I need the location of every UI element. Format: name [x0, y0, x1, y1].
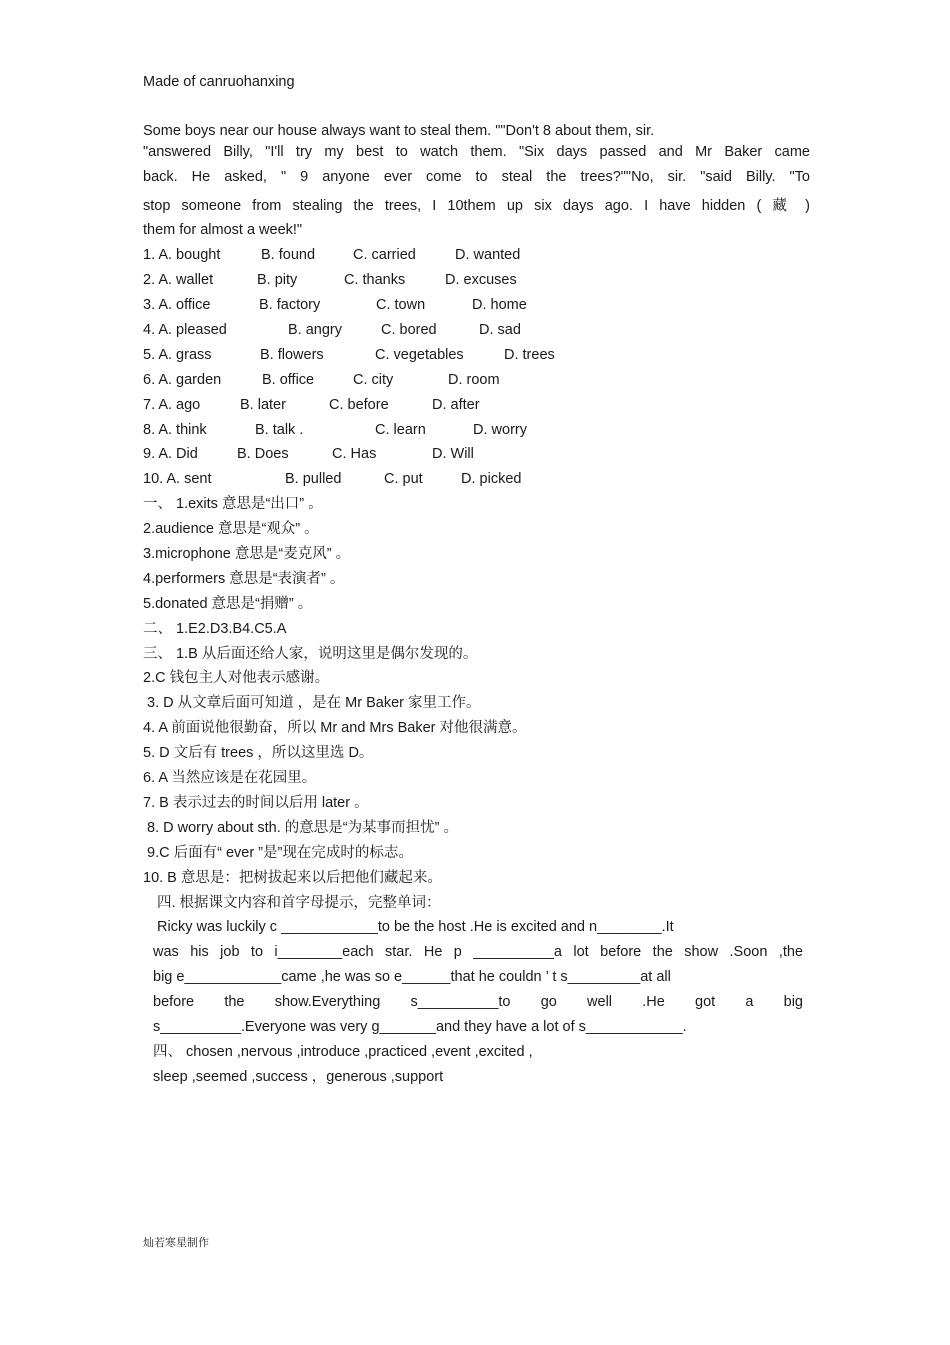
answer-line: 4. A 前面说他很勤奋，所以 Mr and Mrs Baker 对他很满意。: [143, 720, 527, 737]
option-row: [143, 467, 810, 492]
option-c: C. bored: [381, 322, 437, 339]
option-a: 2. A. wallet: [143, 272, 214, 289]
option-b: B. pity: [257, 272, 298, 289]
answer-line: 10. B 意思是：把树拔起来以后把他们藏起来。: [143, 869, 442, 886]
option-c: C. learn: [375, 421, 426, 438]
exercise-section: [143, 891, 810, 1040]
option-b: B. factory: [259, 297, 321, 314]
option-d: D. excuses: [445, 272, 517, 289]
option-a: 6. A. garden: [143, 371, 222, 388]
option-b: B. later: [240, 396, 286, 413]
answer-line: 2.audience 意思是“观众” 。: [143, 521, 319, 538]
option-b: B. talk .: [255, 421, 304, 438]
option-d: D. picked: [461, 471, 522, 488]
option-d: D. wanted: [455, 247, 521, 264]
document-footer: 灿若寒星制作: [143, 1236, 209, 1249]
answer-line: 9.C 后面有“ ever ”是”现在完成时的标志。: [147, 844, 413, 861]
answer-line: 二、 1.E2.D3.B4.C5.A: [143, 620, 287, 637]
option-a: 7. A. ago: [143, 396, 201, 413]
answer-line: 2.C 钱包主人对他表示感谢。: [143, 670, 330, 687]
word-bank: [143, 1040, 810, 1090]
option-b: B. Does: [237, 446, 289, 463]
option-a: 9. A. Did: [143, 446, 198, 463]
option-a: 10. A. sent: [143, 471, 212, 488]
answer-line: 8. D worry about sth. 的意思是“为某事而担忧” 。: [147, 819, 458, 836]
option-c: C. vegetables: [375, 346, 464, 363]
option-row: [143, 293, 810, 318]
document-page: [143, 70, 810, 1090]
option-row: [143, 418, 810, 443]
option-c: C. city: [353, 371, 394, 388]
exercise-line: Ricky was luckily c ____________to be the host .He is excited and n________.It: [157, 919, 674, 936]
option-b: B. angry: [288, 322, 342, 339]
passage-line: them for almost a week!": [143, 222, 303, 239]
passage: [143, 119, 810, 243]
answer-line: 4.performers 意思是“表演者” 。: [143, 570, 345, 587]
option-row: [143, 268, 810, 293]
answer-line: 5. D 文后有 trees ，所以这里选 D。: [143, 745, 374, 762]
option-d: D. room: [448, 371, 500, 388]
option-a: 3. A. office: [143, 297, 211, 314]
option-row: [143, 393, 810, 418]
option-d: D. trees: [504, 346, 555, 363]
option-row: [143, 343, 810, 368]
option-d: D. sad: [479, 322, 521, 339]
exercise-line: was his job to i________each star. He p __________a lot before the show .Soon ,the: [153, 944, 803, 961]
option-c: C. carried: [353, 247, 416, 264]
answer-line: 6. A 当然应该是在花园里。: [143, 770, 317, 787]
document-header: Made of canruohanxing: [143, 74, 295, 90]
option-b: B. flowers: [260, 346, 324, 363]
option-b: B. office: [262, 371, 315, 388]
exercise-line: before the show.Everything s__________to go well .He got a big: [153, 994, 803, 1011]
option-row: [143, 318, 810, 343]
answer-line: 7. B 表示过去的时间以后用 later 。: [143, 794, 369, 811]
option-c: C. town: [376, 297, 426, 314]
exercise-line: s__________.Everyone was very g_______and they have a lot of s____________.: [153, 1018, 687, 1035]
option-d: D. worry: [473, 421, 527, 438]
option-a: 1. A. bought: [143, 247, 221, 264]
answer-line: 5.donated 意思是“捐赠” 。: [143, 595, 313, 612]
option-row: [143, 243, 810, 268]
option-d: D. Will: [432, 446, 474, 463]
option-a: 5. A. grass: [143, 346, 212, 363]
word-bank-line: sleep ,seemed ,success ，generous ,support: [153, 1068, 444, 1085]
option-c: C. Has: [332, 446, 377, 463]
answer-line: 3.microphone 意思是“麦克风” 。: [143, 546, 351, 563]
option-row: [143, 368, 810, 393]
option-d: D. home: [472, 297, 527, 314]
word-bank-line: 四、 chosen ,nervous ,introduce ,practiced ,event ,excited ,: [153, 1043, 533, 1060]
options-list: [143, 243, 810, 492]
option-b: B. found: [261, 247, 316, 264]
passage-line: stop someone from stealing the trees, I 10them up six days ago. I have hidden ( 藏 ): [143, 197, 810, 214]
exercise-line: big e____________came ,he was so e______that he couldn ’ t s_________at all: [153, 969, 671, 986]
answer-line: 3. D 从文章后面可知道 ，是在 Mr Baker 家里工作。: [147, 695, 481, 712]
exercise-title: 四. 根据课文内容和首字母提示，完整单词：: [157, 894, 441, 911]
passage-line: "answered Billy, "I'll try my best to watch them. "Six days passed and Mr Baker came: [143, 143, 810, 160]
answer-line: 三、 1.B 从后面还给人家，说明这里是偶尔发现的。: [143, 645, 478, 662]
passage-line: back. He asked, " 9 anyone ever come to steal the trees?""No, sir. "said Billy. "To: [143, 168, 810, 185]
option-a: 4. A. pleased: [143, 322, 227, 339]
option-c: C. before: [329, 396, 389, 413]
answer-line: 一、 1.exits 意思是“出口” 。: [143, 496, 323, 513]
answer-key: [143, 492, 810, 890]
passage-line: Some boys near our house always want to steal them. ""Don't 8 about them, sir.: [143, 122, 655, 139]
option-c: C. thanks: [344, 272, 406, 289]
option-b: B. pulled: [285, 471, 342, 488]
option-c: C. put: [384, 471, 423, 488]
option-row: [143, 442, 810, 467]
option-d: D. after: [432, 396, 480, 413]
option-a: 8. A. think: [143, 421, 207, 438]
